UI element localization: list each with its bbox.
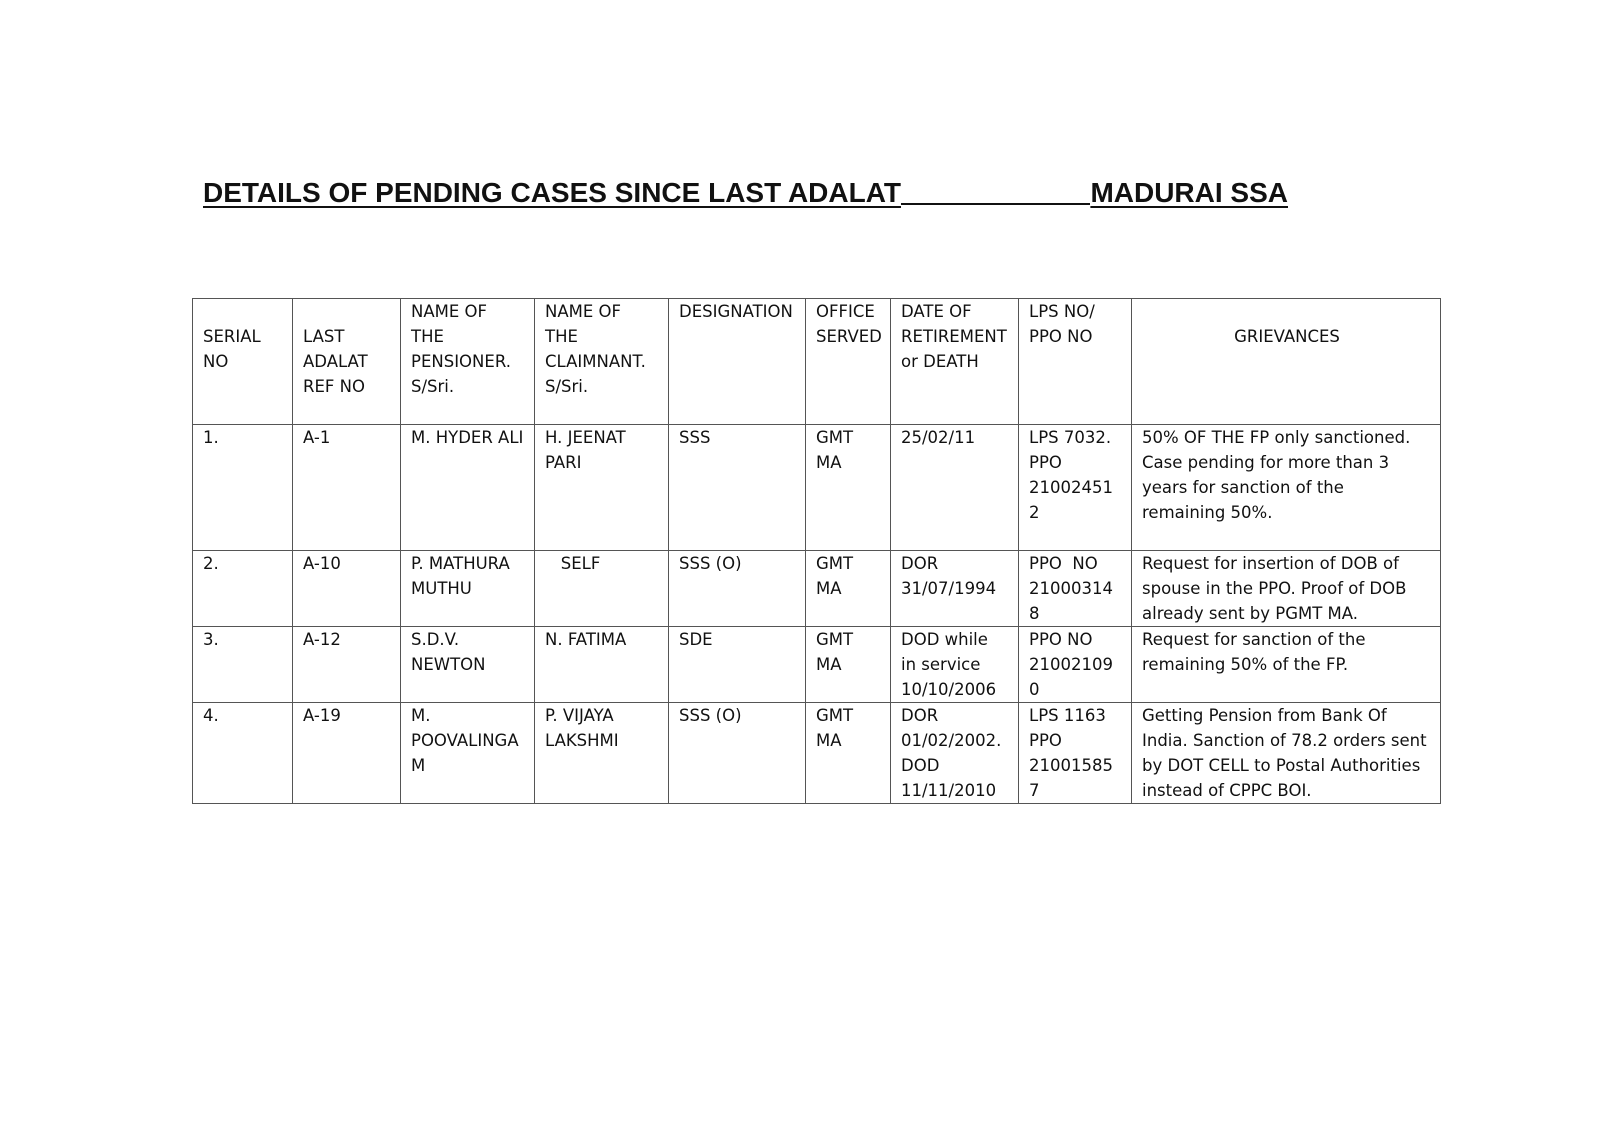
cell-line: POOVALINGA — [411, 731, 519, 750]
cell-line: spouse in the PPO. Proof of DOB — [1142, 579, 1407, 598]
header-line: LAST — [303, 327, 345, 346]
cell-office — [806, 425, 891, 551]
cell-line: 11/11/2010 — [901, 781, 997, 800]
cell-line: 25/02/11 — [901, 428, 976, 447]
header-line: RETIREMENT — [901, 327, 1007, 346]
header-line: DATE OF — [901, 302, 972, 321]
cell-line: LPS 7032. — [1029, 428, 1112, 447]
header-line: PPO NO — [1029, 327, 1093, 346]
cell-line: PARI — [545, 453, 582, 472]
title-underline-gap — [901, 176, 1090, 205]
cell-designation: SSS (O) — [669, 703, 806, 804]
table-row — [193, 551, 1441, 627]
page-title — [203, 176, 1288, 210]
cell-grievance — [1132, 703, 1441, 804]
cell-grievance — [1132, 551, 1441, 627]
cell-line: 31/07/1994 — [901, 579, 997, 598]
cell-serial: 1. — [193, 425, 293, 551]
cell-line: GMT — [816, 706, 854, 725]
cell-line: PPO — [1029, 453, 1062, 472]
header-line: GRIEVANCES — [1234, 327, 1340, 346]
header-line: S/Sri. — [411, 377, 455, 396]
header-pensioner-name — [401, 299, 535, 425]
cell-line: PPO — [1029, 731, 1062, 750]
header-line: DESIGNATION — [679, 302, 793, 321]
cell-line: 01/02/2002. — [901, 731, 1002, 750]
cell-line: DOD — [901, 756, 940, 775]
title-left: DETAILS OF PENDING CASES SINCE LAST ADALAT — [203, 177, 901, 208]
header-line: THE — [411, 327, 444, 346]
cell-line: 210024512 — [1029, 478, 1113, 522]
cell-lps-ppo — [1019, 703, 1132, 804]
cell-line: SELF — [545, 554, 601, 573]
cell-claimant — [535, 551, 669, 627]
cell-serial: 4. — [193, 703, 293, 804]
cell-line: by DOT CELL to Postal Authorities — [1142, 756, 1421, 775]
header-line: NAME OF — [411, 302, 488, 321]
cell-grievance — [1132, 425, 1441, 551]
cell-line: years for sanction of the — [1142, 478, 1344, 497]
cell-line: Request for insertion of DOB of — [1142, 554, 1399, 573]
cell-line: S.D.V. — [411, 630, 460, 649]
cell-line: 10/10/2006 — [901, 680, 997, 699]
cell-line: LPS 1163 — [1029, 706, 1106, 725]
cell-date — [891, 551, 1019, 627]
header-designation — [669, 299, 806, 425]
header-last-adalat-ref — [293, 299, 401, 425]
cell-line: DOR — [901, 554, 939, 573]
table-header-row — [193, 299, 1441, 425]
cell-pensioner — [401, 425, 535, 551]
cell-line: M — [411, 756, 426, 775]
cell-line: 50% OF THE FP only sanctioned. — [1142, 428, 1411, 447]
header-lps-ppo-no — [1019, 299, 1132, 425]
header-date-retirement-death — [891, 299, 1019, 425]
header-claimant-name — [535, 299, 669, 425]
cell-office — [806, 551, 891, 627]
cell-line: Getting Pension from Bank Of — [1142, 706, 1387, 725]
cell-line: LAKSHMI — [545, 731, 619, 750]
header-office-served — [806, 299, 891, 425]
cell-pensioner — [401, 551, 535, 627]
header-line: ADALAT — [303, 352, 368, 371]
header-line: SERVED — [816, 327, 882, 346]
header-line: OFFICE — [816, 302, 875, 321]
table-row — [193, 425, 1441, 551]
cell-designation: SSS — [669, 425, 806, 551]
cell-line: N. FATIMA — [545, 630, 627, 649]
cell-serial: 3. — [193, 627, 293, 703]
header-line: S/Sri. — [545, 377, 589, 396]
cell-designation: SSS (O) — [669, 551, 806, 627]
cell-line: remaining 50%. — [1142, 503, 1273, 522]
cell-line: P. VIJAYA — [545, 706, 614, 725]
cell-line: already sent by PGMT MA. — [1142, 604, 1359, 623]
cell-line: 210015857 — [1029, 756, 1113, 800]
header-line: THE — [545, 327, 578, 346]
header-line: LPS NO/ — [1029, 302, 1095, 321]
cell-line: 210021090 — [1029, 655, 1113, 699]
cell-line: MA — [816, 731, 842, 750]
cell-line: India. Sanction of 78.2 orders sent — [1142, 731, 1427, 750]
cell-line: MA — [816, 655, 842, 674]
cell-ref: A-1 — [293, 425, 401, 551]
cell-line: GMT — [816, 428, 854, 447]
cell-serial: 2. — [193, 551, 293, 627]
cell-line: M. — [411, 706, 431, 725]
cell-line: in service — [901, 655, 981, 674]
cell-lps-ppo — [1019, 551, 1132, 627]
cell-date — [891, 425, 1019, 551]
header-line: NAME OF — [545, 302, 622, 321]
cell-line: DOR — [901, 706, 939, 725]
table-row — [193, 703, 1441, 804]
cell-lps-ppo — [1019, 627, 1132, 703]
cell-line: PPO NO — [1029, 630, 1093, 649]
cell-line: MUTHU — [411, 579, 472, 598]
header-line: REF NO — [303, 377, 365, 396]
cell-claimant — [535, 425, 669, 551]
cell-pensioner — [401, 703, 535, 804]
header-line: NO — [203, 352, 229, 371]
cell-line: 210003148 — [1029, 579, 1113, 623]
cell-line: MA — [816, 453, 842, 472]
cell-line: P. MATHURA — [411, 554, 510, 573]
table-row — [193, 627, 1441, 703]
cell-date — [891, 627, 1019, 703]
header-line: PENSIONER. — [411, 352, 511, 371]
cell-grievance — [1132, 627, 1441, 703]
header-grievances — [1132, 299, 1441, 425]
header-line: SERIAL — [203, 327, 261, 346]
cell-line: M. HYDER ALI — [411, 428, 524, 447]
cell-ref: A-10 — [293, 551, 401, 627]
cell-designation: SDE — [669, 627, 806, 703]
cell-line: DOD while — [901, 630, 988, 649]
cell-ref: A-12 — [293, 627, 401, 703]
cell-line: GMT — [816, 554, 854, 573]
cell-line: Request for sanction of the — [1142, 630, 1366, 649]
header-line: CLAIMNANT. — [545, 352, 646, 371]
cell-line: NEWTON — [411, 655, 486, 674]
pending-cases-table — [192, 298, 1441, 804]
cell-line: instead of CPPC BOI. — [1142, 781, 1312, 800]
cell-claimant — [535, 703, 669, 804]
cell-ref: A-19 — [293, 703, 401, 804]
header-line: or DEATH — [901, 352, 979, 371]
cell-line: Case pending for more than 3 — [1142, 453, 1390, 472]
cell-line: remaining 50% of the FP. — [1142, 655, 1349, 674]
cell-line: H. JEENAT — [545, 428, 626, 447]
cell-line: MA — [816, 579, 842, 598]
cell-lps-ppo — [1019, 425, 1132, 551]
cell-pensioner — [401, 627, 535, 703]
cell-line: GMT — [816, 630, 854, 649]
cell-claimant — [535, 627, 669, 703]
cell-line: PPO NO — [1029, 554, 1098, 573]
title-right: MADURAI SSA — [1090, 177, 1288, 208]
cell-office — [806, 627, 891, 703]
header-serial-no — [193, 299, 293, 425]
cell-date — [891, 703, 1019, 804]
cell-office — [806, 703, 891, 804]
